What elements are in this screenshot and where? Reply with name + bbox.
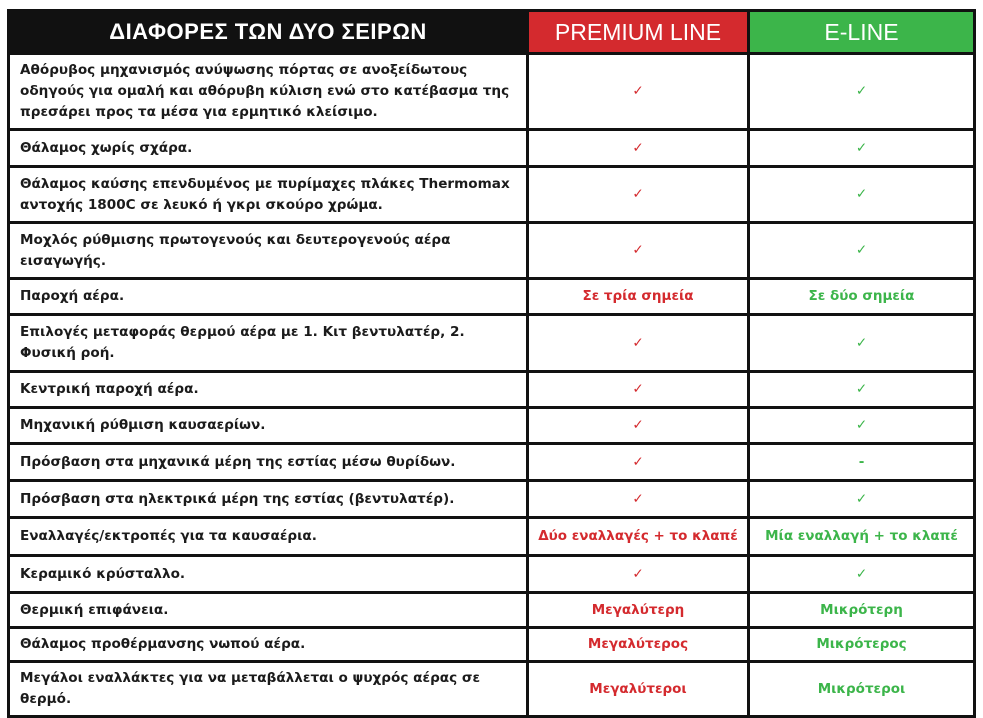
table-header [9, 11, 975, 54]
premium-check-icon: ✓ [528, 130, 749, 167]
feature-cell: Μεγάλοι εναλλάκτες για να μεταβάλλεται ο ψυχρός αέρας σε θερμό. [9, 662, 528, 717]
table-row [9, 130, 975, 167]
table-row [9, 279, 975, 315]
feature-cell: Θάλαμος καύσης επενδυμένος με πυρίμαχες πλάκες Thermomax αντοχής 1800C σε λευκό ή γκρι σκούρο χρώμα. [9, 167, 528, 223]
e-line-check-icon: ✓ [749, 481, 975, 518]
feature-cell: Θερμική επιφάνεια. [9, 593, 528, 628]
feature-cell: Πρόσβαση στα ηλεκτρικά μέρη της εστίας (βεντυλατέρ). [9, 481, 528, 518]
table-row [9, 628, 975, 662]
premium-check-icon: ✓ [528, 315, 749, 372]
e-line-check-icon: ✓ [749, 54, 975, 130]
e-line-check-icon: ✓ [749, 408, 975, 444]
table-row [9, 593, 975, 628]
table-row [9, 662, 975, 717]
feature-cell: Αθόρυβος μηχανισμός ανύψωσης πόρτας σε ανοξείδωτους οδηγούς για ομαλή και αθόρυβη κύλιση ενώ στο κατέβασμα της πρεσάρει προς τα μέσα για ερμητικό κλείσιμο. [9, 54, 528, 130]
feature-cell: Επιλογές μεταφοράς θερμού αέρα με 1. Κιτ βεντυλατέρ, 2. Φυσική ροή. [9, 315, 528, 372]
e-line-check-icon: ✓ [749, 556, 975, 593]
comparison-table [7, 9, 976, 718]
table-row [9, 481, 975, 518]
premium-check-icon: ✓ [528, 223, 749, 279]
premium-check-icon: ✓ [528, 556, 749, 593]
feature-cell: Κεραμικό κρύσταλλο. [9, 556, 528, 593]
e-line-cell: - [749, 444, 975, 481]
premium-cell: Δύο εναλλαγές + το κλαπέ [528, 518, 749, 556]
table-row [9, 372, 975, 408]
table-row [9, 408, 975, 444]
feature-cell: Μηχανική ρύθμιση καυσαερίων. [9, 408, 528, 444]
feature-cell: Εναλλαγές/εκτροπές για τα καυσαέρια. [9, 518, 528, 556]
e-line-check-icon: ✓ [749, 223, 975, 279]
table-body [9, 54, 975, 717]
e-line-cell: Μικρότερη [749, 593, 975, 628]
e-line-check-icon: ✓ [749, 167, 975, 223]
premium-check-icon: ✓ [528, 54, 749, 130]
premium-check-icon: ✓ [528, 481, 749, 518]
table-row [9, 556, 975, 593]
table-title: ΔΙΑΦΟΡΕΣ ΤΩΝ ΔΥΟ ΣΕΙΡΩΝ [9, 11, 528, 54]
feature-cell: Κεντρική παροχή αέρα. [9, 372, 528, 408]
table-row [9, 223, 975, 279]
e-line-cell: Σε δύο σημεία [749, 279, 975, 315]
feature-cell: Πρόσβαση στα μηχανικά μέρη της εστίας μέσω θυρίδων. [9, 444, 528, 481]
feature-cell: Μοχλός ρύθμισης πρωτογενούς και δευτερογενούς αέρα εισαγωγής. [9, 223, 528, 279]
premium-check-icon: ✓ [528, 372, 749, 408]
premium-cell: Σε τρία σημεία [528, 279, 749, 315]
premium-cell: Μεγαλύτερος [528, 628, 749, 662]
e-line-check-icon: ✓ [749, 130, 975, 167]
e-line-check-icon: ✓ [749, 372, 975, 408]
e-line-check-icon: ✓ [749, 315, 975, 372]
feature-cell: Θάλαμος προθέρμανσης νωπού αέρα. [9, 628, 528, 662]
feature-cell: Παροχή αέρα. [9, 279, 528, 315]
premium-check-icon: ✓ [528, 444, 749, 481]
e-line-cell: Μικρότερος [749, 628, 975, 662]
e-line-cell: Μικρότεροι [749, 662, 975, 717]
table-row [9, 167, 975, 223]
feature-cell: Θάλαμος χωρίς σχάρα. [9, 130, 528, 167]
table-row [9, 54, 975, 130]
e-line-header: E-LINE [749, 11, 975, 54]
comparison-table-wrapper [7, 9, 976, 718]
premium-cell: Μεγαλύτεροι [528, 662, 749, 717]
header-row [9, 11, 975, 54]
table-row [9, 315, 975, 372]
premium-line-header: PREMIUM LINE [528, 11, 749, 54]
premium-check-icon: ✓ [528, 408, 749, 444]
table-row [9, 518, 975, 556]
premium-check-icon: ✓ [528, 167, 749, 223]
table-row [9, 444, 975, 481]
e-line-cell: Μία εναλλαγή + το κλαπέ [749, 518, 975, 556]
premium-cell: Μεγαλύτερη [528, 593, 749, 628]
